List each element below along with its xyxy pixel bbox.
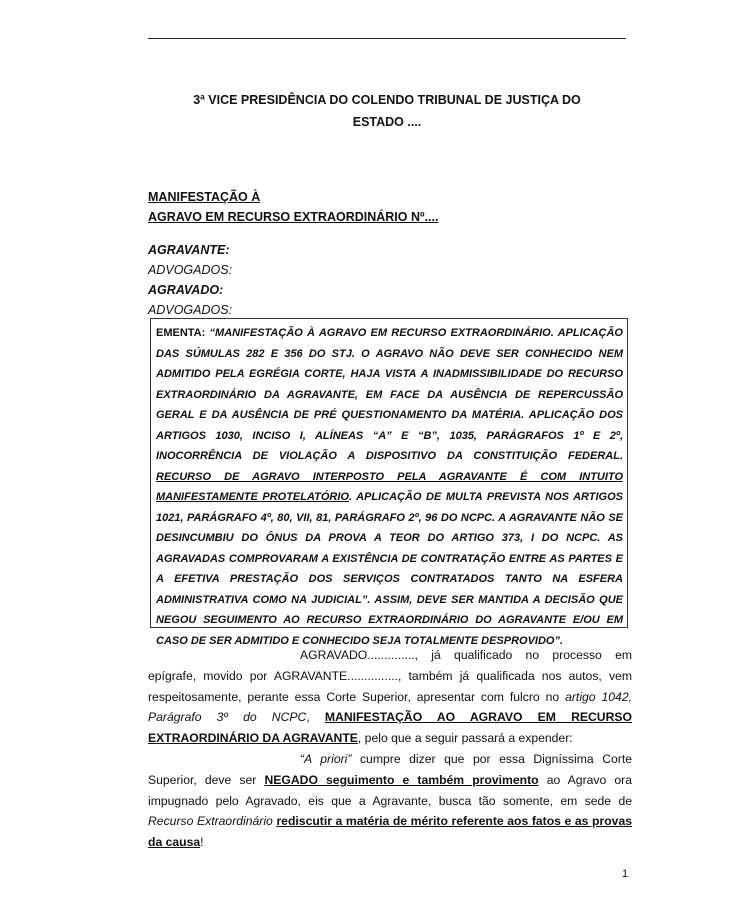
agravante-label: AGRAVANTE: — [148, 243, 230, 257]
court-title-line2: ESTADO .... — [352, 115, 422, 129]
paragraph-1-text: AGRAVADO.............., já qualificado no processo em epígrafe, movido por AGRAVANTE..............., também já qualificada nos autos, vem respeitosamente, perante essa Corte Superior, apresentar com fulcro no — [148, 648, 632, 704]
paragraph-2-a-priori: “A priori” — [300, 751, 352, 766]
ementa-box — [150, 318, 628, 647]
paragraph-1 — [148, 645, 632, 749]
paragraph-2-text: cumpre dizer que por essa Digníssima Corte Superior, deve ser — [148, 751, 632, 787]
ementa-label: EMENTA: — [156, 327, 206, 339]
paragraph-1-sep: , — [306, 710, 325, 725]
page-number: 1 — [622, 868, 629, 880]
paragraph-2-negado: NEGADO seguimento e também provimento — [264, 772, 539, 787]
header-rule — [148, 38, 626, 39]
paragraph-2-end: ! — [200, 835, 204, 850]
ementa-part2: . APLICAÇÃO DE MULTA PREVISTA NOS ARTIGOS 1021, PARÁGRAFO 4º, 80, VII, 81, PARÁGRAFO 2º, 96 DO NCPC. A AGRAVANTE NÃO SE DESINCUMBIU DO ÔNUS DA PROVA A TEOR DO ARTIGO 373, I DO NCPC. AS AGRAVADAS COMPROVARAM A EXISTÊNCIA DE CONTRATAÇÃO ENTRE AS PARTES E A EFETIVA PRESTAÇÃO DOS SERVIÇOS CONTRATADOS TANTO NA ESFERA ADMINISTRATIVA COMO NA JUDICIAL”. ASSIM, DEVE SER MANTIDA A DECISÃO QUE NEGOU SEGUIMENTO AO RECURSO EXTRAORDINÁRIO DO AGRAVANTE E/OU EM CASO DE SER ADMITIDO E CONHECIDO SEJA TOTALMENTE DESPROVIDO”. — [156, 491, 623, 647]
agravado-label: AGRAVADO: — [148, 283, 224, 297]
paragraph-1-manifestacao: MANIFESTAÇÃO AO AGRAVO EM RECURSO EXTRAORDINÁRIO DA AGRAVANTE — [148, 710, 633, 746]
document-heading-line2: AGRAVO EM RECURSO EXTRAORDINÁRIO Nº.... — [148, 210, 439, 224]
paragraph-2-text2: ao Agravo ora impugnado pelo Agravado, eis que a Agravante, busca tão somente, em sede de — [148, 772, 632, 808]
paragraph-1-article-ref: artigo 1042, Parágrafo 3º do NCPC — [148, 689, 632, 725]
court-title-line1: 3ª VICE PRESIDÊNCIA DO COLENDO TRIBUNAL DE JUSTIÇA DO — [193, 93, 581, 107]
ementa-underlined: RECURSO DE AGRAVO INTERPOSTO PELA AGRAVANTE É COM INTUITO MANIFESTAMENTE PROTELATÓRIO — [156, 470, 623, 503]
agravado-advogados-label: ADVOGADOS: — [148, 303, 233, 317]
paragraph-2 — [148, 749, 632, 853]
ementa-text — [156, 323, 623, 651]
document-heading-line1: MANIFESTAÇÃO À — [148, 190, 261, 204]
paragraph-2-recurso: Recurso Extraordinário — [148, 814, 273, 829]
paragraph-2-rediscutir: rediscutir a matéria de mérito referente aos fatos e as provas da causa — [148, 814, 633, 850]
paragraph-1-end: , pelo que a seguir passará a expender: — [357, 731, 573, 746]
ementa-part1: “MANIFESTAÇÃO À AGRAVO EM RECURSO EXTRAORDINÁRIO. APLICAÇÃO DAS SÚMULAS 282 E 356 DO STJ. O AGRAVO NÃO DEVE SER CONHECIDO NEM ADMITIDO PELA EGRÉGIA CORTE, HAJA VISTA A INADMISSIBILIDADE DO RECURSO EXTRAORDINÁRIO DA AGRAVANTE, EM FACE DA AUSÊNCIA DE REPERCUSSÃO GERAL E DA AUSÊNCIA DE PRÉ QUESTIONAMENTO DA MATÉRIA. APLICAÇÃO DOS ARTIGOS 1030, INCISO I, ALÍNEAS “A” E “B”, 1035, PARÁGRAFOS 1º E 2º, INOCORRÊNCIA DE VIOLAÇÃO A DISPOSITIVO DA CONSTITUIÇÃO FEDERAL. — [156, 327, 623, 462]
agravante-advogados-label: ADVOGADOS: — [148, 263, 233, 277]
document-body — [148, 645, 632, 853]
